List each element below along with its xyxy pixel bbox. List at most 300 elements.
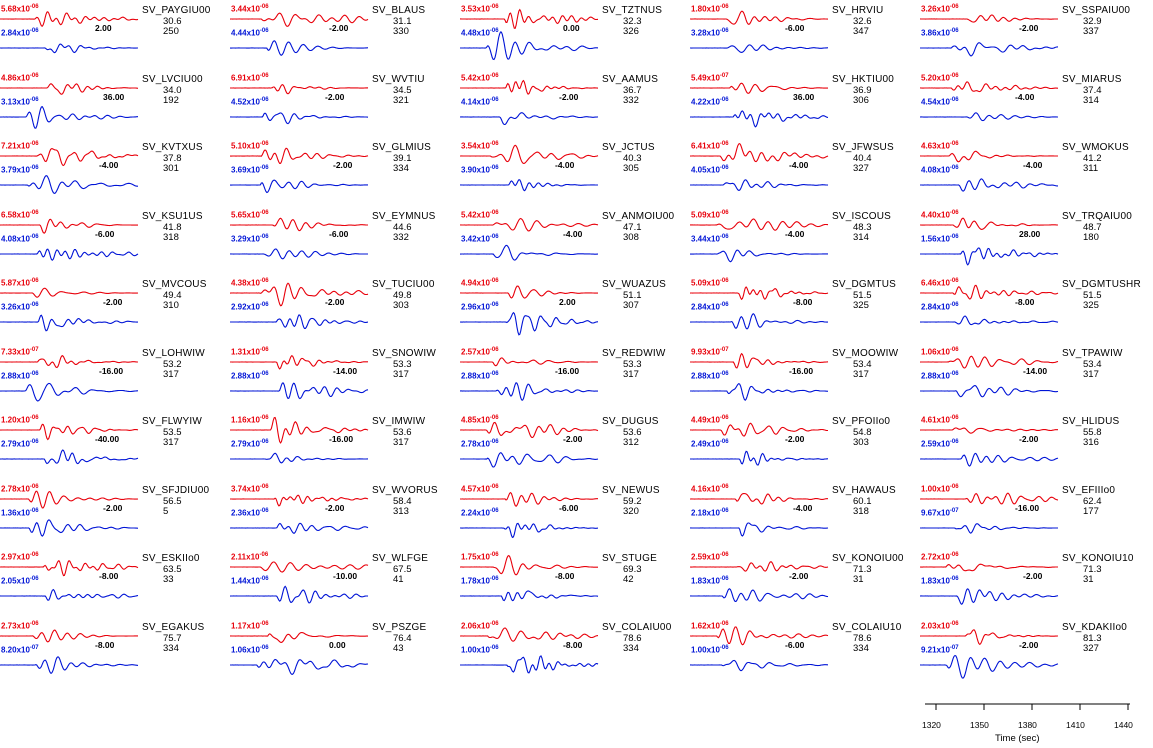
observed-amplitude: $6.58x10^{-06}$	[1, 209, 39, 220]
station-name: SV_ESKIIo0	[142, 553, 200, 564]
azimuth: 317	[393, 368, 409, 380]
waveform-panel	[0, 71, 230, 139]
waveform-panel	[230, 71, 460, 139]
time-shift: -4.00	[793, 502, 813, 513]
waveform-panel	[460, 276, 690, 344]
time-shift: -8.00	[99, 571, 119, 581]
waveform-panel	[690, 482, 920, 550]
waveform-panel	[690, 413, 920, 481]
waveform-panel	[230, 276, 460, 344]
waveform-panel	[920, 413, 1150, 481]
azimuth: 334	[163, 642, 179, 654]
synthetic-trace	[0, 383, 138, 401]
azimuth: 42	[623, 574, 634, 585]
waveform-panel	[690, 139, 920, 207]
azimuth: 334	[623, 642, 639, 654]
time-shift: -16.00	[1015, 502, 1040, 513]
epicentral-distance: 37.4	[1083, 84, 1102, 96]
synthetic-trace	[460, 453, 598, 467]
time-shift: -40.00	[95, 434, 120, 444]
station-name: SV_IMWIW	[372, 416, 426, 427]
synthetic-trace	[690, 250, 828, 262]
synthetic-trace	[920, 112, 1058, 120]
waveform-panel	[0, 345, 230, 413]
epicentral-distance: 48.3	[853, 221, 872, 233]
azimuth: 317	[393, 437, 409, 448]
synthetic-amplitude: $2.88x10^{-06}$	[231, 370, 269, 381]
synthetic-trace	[920, 453, 1058, 466]
azimuth: 303	[853, 437, 869, 448]
synthetic-amplitude: $1.00x10^{-06}$	[691, 644, 729, 655]
synthetic-trace	[920, 523, 1058, 532]
epicentral-distance: 71.3	[1083, 564, 1102, 575]
synthetic-amplitude: $4.08x10^{-06}$	[921, 165, 959, 175]
synthetic-amplitude: $2.59x10^{-06}$	[921, 439, 959, 449]
azimuth: 307	[623, 300, 639, 311]
waveform-panel	[920, 208, 1150, 276]
station-name: SV_FLWYIW	[142, 416, 202, 427]
observed-amplitude: $6.41x10^{-06}$	[691, 141, 729, 151]
azimuth: 347	[853, 26, 869, 37]
time-shift: -2.00	[103, 297, 123, 307]
waveform-panel	[460, 413, 690, 481]
waveform-panel	[230, 139, 460, 207]
synthetic-trace	[460, 382, 598, 399]
time-shift: 2.00	[95, 23, 112, 33]
synthetic-amplitude: $4.44x10^{-06}$	[231, 28, 269, 38]
observed-amplitude: $1.17x10^{-06}$	[231, 620, 269, 631]
synthetic-amplitude: $1.56x10^{-06}$	[921, 233, 959, 244]
azimuth: 325	[1083, 300, 1099, 311]
synthetic-trace	[230, 249, 368, 259]
synthetic-amplitude: $2.18x10^{-06}$	[691, 507, 729, 518]
epicentral-distance: 69.3	[623, 564, 642, 575]
synthetic-trace	[690, 180, 828, 191]
observed-amplitude: $4.49x10^{-06}$	[691, 415, 729, 425]
synthetic-trace	[690, 523, 828, 536]
epicentral-distance: 40.4	[853, 153, 872, 164]
synthetic-amplitude: $3.42x10^{-06}$	[461, 233, 499, 244]
waveform-panel	[460, 550, 690, 618]
waveform-panel	[690, 71, 920, 139]
epicentral-distance: 78.6	[853, 632, 872, 644]
synthetic-trace	[230, 112, 368, 123]
time-shift: -6.00	[559, 502, 579, 513]
synthetic-amplitude: $2.88x10^{-06}$	[1, 370, 39, 381]
waveform-panel	[690, 550, 920, 618]
epicentral-distance: 78.6	[623, 632, 642, 644]
waveform-panel	[920, 345, 1150, 413]
azimuth: 308	[623, 231, 639, 243]
synthetic-amplitude: $1.83x10^{-06}$	[691, 576, 729, 586]
synthetic-trace	[0, 106, 138, 128]
observed-amplitude: $3.53x10^{-06}$	[461, 4, 499, 14]
synthetic-amplitude: $9.67x10^{-07}$	[921, 507, 959, 518]
synthetic-trace	[920, 247, 1058, 264]
time-shift: -2.00	[325, 91, 345, 102]
waveform-panel	[230, 208, 460, 276]
time-shift: -2.00	[333, 160, 353, 170]
axis-ticks-svg	[905, 700, 1145, 720]
station-name: SV_EYMNUS	[372, 210, 436, 222]
azimuth: 311	[1083, 163, 1099, 174]
synthetic-amplitude: $1.78x10^{-06}$	[461, 576, 499, 586]
station-name: SV_SFJDIU00	[142, 484, 210, 496]
synthetic-trace	[920, 589, 1058, 604]
synthetic-trace	[460, 591, 598, 601]
azimuth: 317	[623, 368, 639, 380]
time-shift: -4.00	[789, 160, 809, 170]
time-shift: -4.00	[785, 228, 805, 239]
azimuth: 320	[623, 505, 639, 517]
time-shift: -2.00	[325, 297, 345, 307]
waveform-panel	[920, 276, 1150, 344]
time-shift: -4.00	[563, 228, 583, 239]
waveform-panel	[460, 139, 690, 207]
synthetic-amplitude: $2.88x10^{-06}$	[691, 370, 729, 381]
synthetic-amplitude: $2.88x10^{-06}$	[921, 370, 959, 381]
epicentral-distance: 63.5	[163, 564, 182, 575]
synthetic-amplitude: $8.20x10^{-07}$	[1, 644, 39, 655]
observed-amplitude: $2.78x10^{-06}$	[1, 483, 39, 494]
synthetic-trace	[690, 45, 828, 53]
station-name: SV_GLMIUS	[372, 142, 432, 153]
axis-tick-5: 1440	[1114, 720, 1133, 730]
waveform-panel	[690, 2, 920, 70]
observed-amplitude: $7.21x10^{-06}$	[1, 141, 39, 151]
observed-amplitude: $2.72x10^{-06}$	[921, 552, 959, 562]
observed-amplitude: $3.44x10^{-06}$	[231, 4, 269, 14]
waveform-panel	[230, 2, 460, 70]
azimuth: 305	[623, 163, 639, 174]
observed-trace	[690, 219, 828, 230]
observed-amplitude: $5.09x10^{-06}$	[691, 278, 729, 288]
synthetic-trace	[230, 659, 368, 674]
observed-amplitude: $1.20x10^{-06}$	[1, 415, 39, 425]
station-name: SV_KDAKIIo0	[1062, 621, 1128, 633]
station-name: SV_SSPAIU00	[1062, 5, 1131, 16]
waveform-panel	[230, 413, 460, 481]
epicentral-distance: 49.8	[393, 290, 412, 301]
epicentral-distance: 53.3	[623, 358, 642, 370]
observed-amplitude: $6.91x10^{-06}$	[231, 72, 269, 83]
synthetic-trace	[230, 383, 368, 399]
epicentral-distance: 53.5	[163, 427, 182, 438]
time-shift: -6.00	[95, 228, 115, 239]
time-shift: -10.00	[333, 571, 358, 581]
azimuth: 177	[1083, 505, 1099, 517]
azimuth: 321	[393, 94, 409, 106]
station-name: SV_SNOWIW	[372, 347, 437, 359]
synthetic-trace	[920, 316, 1058, 325]
epicentral-distance: 37.8	[163, 153, 182, 164]
observed-amplitude: $2.97x10^{-06}$	[1, 552, 39, 562]
observed-amplitude: $5.68x10^{-06}$	[1, 4, 39, 14]
azimuth: 301	[163, 163, 179, 174]
station-name: SV_DUGUS	[602, 416, 659, 427]
observed-amplitude: $4.61x10^{-06}$	[921, 415, 959, 425]
observed-trace	[920, 15, 1058, 22]
waveform-panel	[690, 208, 920, 276]
synthetic-amplitude: $3.29x10^{-06}$	[231, 233, 269, 244]
observed-amplitude: $2.11x10^{-06}$	[231, 552, 269, 562]
station-name: SV_MIARUS	[1062, 73, 1122, 85]
azimuth: 317	[163, 437, 179, 448]
synthetic-amplitude: $2.84x10^{-06}$	[1, 28, 39, 38]
observed-amplitude: $3.74x10^{-06}$	[231, 483, 269, 494]
synthetic-trace	[690, 451, 828, 465]
station-name: SV_TUCIU00	[372, 279, 435, 290]
azimuth: 310	[163, 300, 179, 311]
time-shift: -2.00	[1019, 23, 1039, 33]
waveform-panel	[460, 482, 690, 550]
synthetic-trace	[0, 315, 138, 330]
station-name: SV_EGAKUS	[142, 621, 205, 633]
time-shift: -6.00	[785, 639, 805, 650]
synthetic-amplitude: $2.05x10^{-06}$	[1, 576, 39, 586]
synthetic-trace	[0, 44, 138, 53]
azimuth: 192	[163, 94, 179, 106]
observed-amplitude: $2.06x10^{-06}$	[461, 620, 499, 631]
epicentral-distance: 30.6	[163, 16, 182, 27]
epicentral-distance: 36.9	[853, 84, 872, 96]
waveform-panel	[0, 276, 230, 344]
waveform-panel	[0, 550, 230, 618]
synthetic-trace	[460, 112, 598, 124]
axis-tick-3: 1380	[1018, 720, 1037, 730]
synthetic-amplitude: $2.96x10^{-06}$	[461, 302, 499, 312]
time-shift: -16.00	[329, 434, 354, 444]
time-shift: -8.00	[555, 571, 575, 581]
observed-amplitude: $3.26x10^{-06}$	[921, 4, 959, 14]
epicentral-distance: 32.9	[1083, 16, 1102, 27]
time-shift: 36.00	[793, 91, 815, 102]
observed-amplitude: $5.20x10^{-06}$	[921, 72, 959, 83]
station-name: SV_WVORUS	[372, 484, 438, 496]
observed-amplitude: $4.85x10^{-06}$	[461, 415, 499, 425]
observed-amplitude: $4.86x10^{-06}$	[1, 72, 39, 83]
station-name: SV_ANMOIU00	[602, 210, 675, 222]
station-name: SV_DGMTUSHR	[1062, 279, 1141, 290]
synthetic-trace	[230, 315, 368, 329]
synthetic-amplitude: $1.06x10^{-06}$	[231, 644, 269, 655]
waveform-panel	[230, 482, 460, 550]
observed-amplitude: $4.38x10^{-06}$	[231, 278, 269, 288]
time-shift: -8.00	[563, 639, 583, 650]
station-name: SV_STUGE	[602, 553, 657, 564]
observed-amplitude: $5.09x10^{-06}$	[691, 209, 729, 220]
epicentral-distance: 49.4	[163, 290, 182, 301]
synthetic-trace	[230, 586, 368, 603]
synthetic-amplitude: $2.79x10^{-06}$	[1, 439, 39, 449]
station-name: SV_TZTNUS	[602, 5, 663, 16]
observed-amplitude: $3.54x10^{-06}$	[461, 141, 499, 151]
epicentral-distance: 81.3	[1083, 632, 1102, 644]
epicentral-distance: 34.5	[393, 84, 412, 96]
time-shift: -4.00	[99, 160, 119, 170]
synthetic-trace	[690, 589, 828, 602]
observed-amplitude: $5.65x10^{-06}$	[231, 209, 269, 220]
station-name: SV_JCTUS	[602, 142, 655, 153]
epicentral-distance: 51.1	[623, 290, 642, 301]
waveform-panel	[690, 276, 920, 344]
station-name: SV_COLAIU10	[832, 621, 902, 633]
epicentral-distance: 76.4	[393, 632, 412, 644]
observed-amplitude: $2.59x10^{-06}$	[691, 552, 729, 562]
azimuth: 337	[1083, 26, 1099, 37]
station-name: SV_TPAWIW	[1062, 347, 1123, 359]
time-shift: 0.00	[563, 23, 580, 33]
time-shift: 2.00	[559, 297, 576, 307]
time-shift: -6.00	[329, 228, 349, 239]
synthetic-amplitude: $3.86x10^{-06}$	[921, 28, 959, 38]
waveform-panel	[460, 71, 690, 139]
waveform-panel	[0, 619, 230, 687]
azimuth: 31	[853, 574, 864, 585]
waveform-panel	[690, 345, 920, 413]
waveform-panel	[920, 2, 1150, 70]
azimuth: 326	[623, 26, 639, 37]
station-name: SV_REDWIW	[602, 347, 666, 359]
observed-trace	[690, 562, 828, 571]
time-shift: -16.00	[555, 365, 580, 376]
time-shift: 36.00	[103, 91, 125, 102]
observed-trace	[230, 495, 368, 506]
waveform-panel	[460, 208, 690, 276]
observed-amplitude: $1.06x10^{-06}$	[921, 346, 959, 357]
synthetic-amplitude: $3.28x10^{-06}$	[691, 28, 729, 38]
synthetic-amplitude: $4.52x10^{-06}$	[231, 96, 269, 107]
epicentral-distance: 53.3	[393, 358, 412, 370]
station-name: SV_ISCOUS	[832, 210, 892, 222]
station-name: SV_WVTIU	[372, 73, 425, 85]
epicentral-distance: 71.3	[853, 564, 872, 575]
observed-trace	[230, 84, 368, 93]
station-name: SV_AAMUS	[602, 73, 659, 85]
station-name: SV_MOOWIW	[832, 347, 899, 359]
azimuth: 316	[1083, 437, 1099, 448]
epicentral-distance: 55.8	[1083, 427, 1102, 438]
azimuth: 313	[393, 505, 409, 517]
waveform-panel	[920, 482, 1150, 550]
epicentral-distance: 51.5	[853, 290, 872, 301]
synthetic-trace	[230, 453, 368, 463]
station-name: SV_DGMTUS	[832, 279, 897, 290]
station-name: SV_KONOIU00	[832, 553, 904, 564]
observed-amplitude: $5.42x10^{-06}$	[461, 209, 499, 220]
epicentral-distance: 32.3	[623, 16, 642, 27]
synthetic-amplitude: $3.69x10^{-06}$	[231, 165, 269, 175]
synthetic-trace	[0, 249, 138, 260]
azimuth: 306	[853, 94, 869, 106]
time-shift: -4.00	[1015, 91, 1035, 102]
waveform-panel	[460, 2, 690, 70]
synthetic-trace	[0, 176, 138, 194]
synthetic-trace	[460, 313, 598, 335]
station-name: SV_KONOIU10	[1062, 553, 1134, 564]
azimuth: 250	[163, 26, 179, 37]
waveform-panel	[0, 413, 230, 481]
waveform-panel	[0, 2, 230, 70]
observed-amplitude: $1.80x10^{-06}$	[691, 4, 729, 14]
station-name: SV_EFIIIo0	[1062, 484, 1116, 496]
synthetic-amplitude: $2.84x10^{-06}$	[691, 302, 729, 312]
observed-amplitude: $1.00x10^{-06}$	[921, 483, 959, 494]
epicentral-distance: 53.6	[623, 427, 642, 438]
observed-amplitude: $1.31x10^{-06}$	[231, 346, 269, 357]
synthetic-trace	[920, 655, 1058, 678]
observed-amplitude: $1.16x10^{-06}$	[231, 415, 269, 425]
observed-amplitude: $1.75x10^{-06}$	[461, 552, 499, 562]
epicentral-distance: 75.7	[163, 632, 182, 644]
epicentral-distance: 40.3	[623, 153, 642, 164]
observed-trace	[460, 357, 598, 365]
synthetic-trace	[690, 314, 828, 329]
time-shift: 0.00	[329, 639, 346, 650]
synthetic-amplitude: $2.88x10^{-06}$	[461, 370, 499, 381]
station-name: SV_PAYGIU00	[142, 5, 211, 16]
time-shift: -2.00	[563, 434, 583, 444]
observed-amplitude: $6.46x10^{-06}$	[921, 278, 959, 288]
azimuth: 33	[163, 574, 174, 585]
synthetic-trace	[690, 383, 828, 400]
synthetic-trace	[460, 523, 598, 537]
synthetic-trace	[0, 450, 138, 464]
azimuth: 31	[1083, 574, 1094, 585]
azimuth: 327	[853, 163, 869, 174]
observed-trace	[0, 288, 138, 297]
synthetic-trace	[230, 180, 368, 192]
station-name: SV_JFWSUS	[832, 142, 894, 153]
epicentral-distance: 53.6	[393, 427, 412, 438]
synthetic-amplitude: $3.13x10^{-06}$	[1, 96, 39, 107]
observed-amplitude: $4.16x10^{-06}$	[691, 483, 729, 494]
waveform-panel	[460, 619, 690, 687]
observed-amplitude: $2.57x10^{-06}$	[461, 346, 499, 357]
azimuth: 318	[853, 505, 869, 517]
synthetic-amplitude: $3.90x10^{-06}$	[461, 165, 499, 175]
epicentral-distance: 34.0	[163, 84, 182, 96]
epicentral-distance: 47.1	[623, 221, 642, 233]
synthetic-trace	[0, 656, 138, 672]
epicentral-distance: 39.1	[393, 153, 412, 164]
synthetic-amplitude: $4.08x10^{-06}$	[1, 233, 39, 244]
time-shift: -2.00	[325, 502, 345, 513]
epicentral-distance: 53.2	[163, 358, 182, 370]
observed-amplitude: $4.57x10^{-06}$	[461, 483, 499, 494]
synthetic-amplitude: $2.78x10^{-06}$	[461, 439, 499, 449]
azimuth: 327	[1083, 642, 1099, 654]
observed-trace	[0, 630, 138, 642]
epicentral-distance: 32.6	[853, 16, 872, 27]
synthetic-amplitude: $1.83x10^{-06}$	[921, 576, 959, 586]
azimuth: 303	[393, 300, 409, 311]
station-name: SV_HAWAUS	[832, 484, 896, 496]
waveform-panel	[0, 482, 230, 550]
station-name: SV_PFOIIo0	[832, 416, 891, 427]
synthetic-trace	[460, 245, 598, 260]
azimuth: 318	[163, 231, 179, 243]
synthetic-trace	[920, 43, 1058, 56]
waveform-panel	[230, 550, 460, 618]
observed-trace	[920, 564, 1058, 571]
station-name: SV_LOHWIW	[142, 347, 205, 359]
time-shift: 28.00	[1019, 228, 1041, 239]
waveform-panel	[0, 208, 230, 276]
axis-tick-4: 1410	[1066, 720, 1085, 730]
epicentral-distance: 36.7	[623, 84, 642, 96]
synthetic-amplitude: $2.49x10^{-06}$	[691, 439, 729, 449]
